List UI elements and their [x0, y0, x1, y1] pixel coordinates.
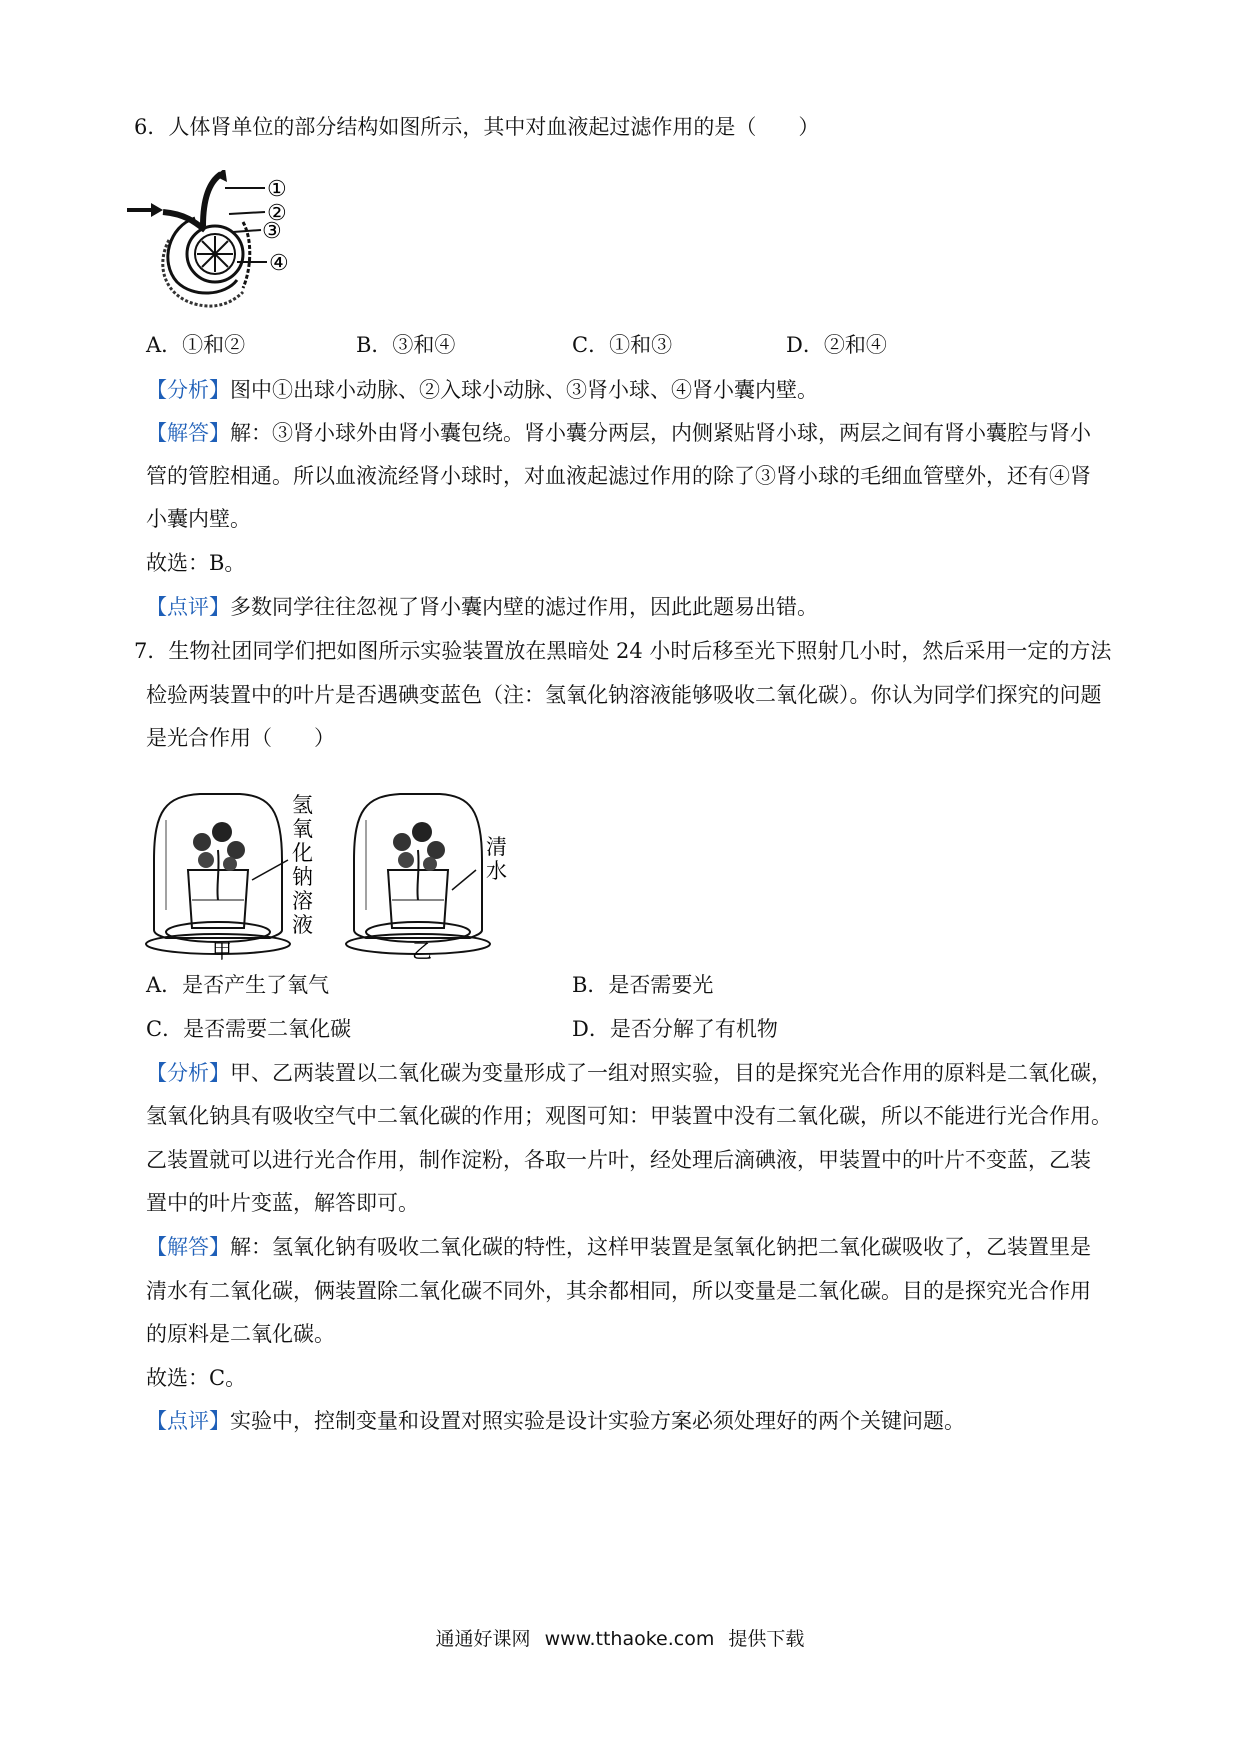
analysis-tag: 【分析】: [146, 378, 230, 402]
solution-char: 氧: [292, 817, 313, 841]
q7-option-d: D．是否分解了有机物: [572, 1017, 778, 1041]
analysis-text: 甲、乙两装置以二氧化碳为变量形成了一组对照实验，目的是探究光合作用的原料是二氧化碳，: [230, 1061, 1112, 1085]
q7-option-a: A．是否产生了氧气: [146, 973, 330, 997]
comment-tag: 【点评】: [146, 1409, 230, 1433]
footer-suffix: 提供下载: [728, 1628, 805, 1650]
q7-answer-line-3: 的原料是二氧化碳。: [146, 1322, 335, 1346]
jar-yi: [346, 794, 490, 954]
jar-yi-label: [486, 835, 507, 883]
q6-answer-line-3: 小囊内壁。: [146, 507, 251, 531]
q6-answer-line-1: [146, 418, 1091, 448]
figure-label-3: ③: [262, 219, 282, 244]
comment-text: 实验中，控制变量和设置对照实验是设计实验方案必须处理好的两个关键问题。: [230, 1409, 965, 1433]
experiment-figure: [140, 790, 560, 960]
q7-answer-line-1: [146, 1232, 1091, 1262]
q7-comment: [146, 1406, 965, 1436]
q6-option-d: D．②和④: [786, 333, 887, 357]
page-footer: [0, 1624, 1240, 1651]
figure-label-4: ④: [269, 251, 289, 276]
solution-char: 清: [486, 835, 507, 859]
q7-analysis-line-4: 置中的叶片变蓝，解答即可。: [146, 1191, 419, 1215]
q7-stem-line-1: 7．生物社团同学们把如图所示实验装置放在黑暗处 24 小时后移至光下照射几小时，然后采用一定的方法: [134, 639, 1112, 663]
solution-char: 钠: [292, 865, 313, 889]
solution-char: 化: [292, 841, 313, 865]
solution-char: 水: [486, 859, 507, 883]
q7-analysis-line-2: 氢氧化钠具有吸收空气中二氧化碳的作用；观图可知：甲装置中没有二氧化碳，所以不能进行光合作用。: [146, 1104, 1112, 1128]
q7-answer-line-2: 清水有二氧化碳，俩装置除二氧化碳不同外，其余都相同，所以变量是二氧化碳。目的是探究光合作用: [146, 1279, 1091, 1303]
q6-answer-line-2: 管的管腔相通。所以血液流经肾小球时，对血液起滤过作用的除了③肾小球的毛细血管壁外，还有④肾: [146, 464, 1091, 488]
footer-site: 通通好课网: [435, 1628, 531, 1650]
analysis-text: 图中①出球小动脉、②入球小动脉、③肾小球、④肾小囊内壁。: [230, 378, 818, 402]
q7-stem-line-3: 是光合作用（ ）: [146, 726, 335, 750]
comment-text: 多数同学往往忽视了肾小囊内壁的滤过作用，因此此题易出错。: [230, 595, 818, 619]
q7-option-c: C．是否需要二氧化碳: [146, 1017, 352, 1041]
answer-text: 解：氢氧化钠有吸收二氧化碳的特性，这样甲装置是氢氧化钠把二氧化碳吸收了，乙装置里是: [230, 1235, 1091, 1259]
q6-comment: [146, 592, 818, 622]
figure-label-2: ②: [267, 201, 287, 226]
comment-tag: 【点评】: [146, 595, 230, 619]
solution-char: 液: [292, 913, 313, 937]
answer-tag: 【解答】: [146, 1235, 230, 1259]
q7-analysis-line-1: [146, 1058, 1112, 1088]
q6-stem: 6．人体肾单位的部分结构如图所示，其中对血液起过滤作用的是（ ）: [134, 115, 820, 139]
answer-text: 解：③肾小球外由肾小囊包绕。肾小囊分两层，内侧紧贴肾小球，两层之间有肾小囊腔与肾小: [230, 421, 1091, 445]
q7-stem-line-2: 检验两装置中的叶片是否遇碘变蓝色（注：氢氧化钠溶液能够吸收二氧化碳）。你认为同学们探究的问题: [146, 683, 1102, 707]
solution-char: 氢: [292, 793, 313, 817]
q7-option-b: B．是否需要光: [572, 973, 714, 997]
figure-label-1: ①: [267, 177, 287, 202]
q7-choice: 故选：C。: [146, 1366, 247, 1390]
label-jia: 甲: [212, 939, 232, 960]
nephron-figure: [125, 170, 315, 310]
jar-jia-label: [292, 793, 313, 937]
q6-choice: 故选：B。: [146, 551, 246, 575]
jar-jia: [146, 794, 290, 954]
label-yi: 乙: [412, 939, 432, 960]
q6-option-c: C．①和③: [572, 333, 673, 357]
solution-char: 溶: [292, 889, 313, 913]
q7-analysis-line-3: 乙装置就可以进行光合作用，制作淀粉，各取一片叶，经处理后滴碘液，甲装置中的叶片不变蓝，乙装: [146, 1148, 1091, 1172]
answer-tag: 【解答】: [146, 421, 230, 445]
q6-option-a: A．①和②: [146, 333, 246, 357]
footer-url[interactable]: www.tthaoke.com: [544, 1628, 715, 1650]
q6-option-b: B．③和④: [356, 333, 456, 357]
analysis-tag: 【分析】: [146, 1061, 230, 1085]
q6-analysis: [146, 375, 818, 405]
